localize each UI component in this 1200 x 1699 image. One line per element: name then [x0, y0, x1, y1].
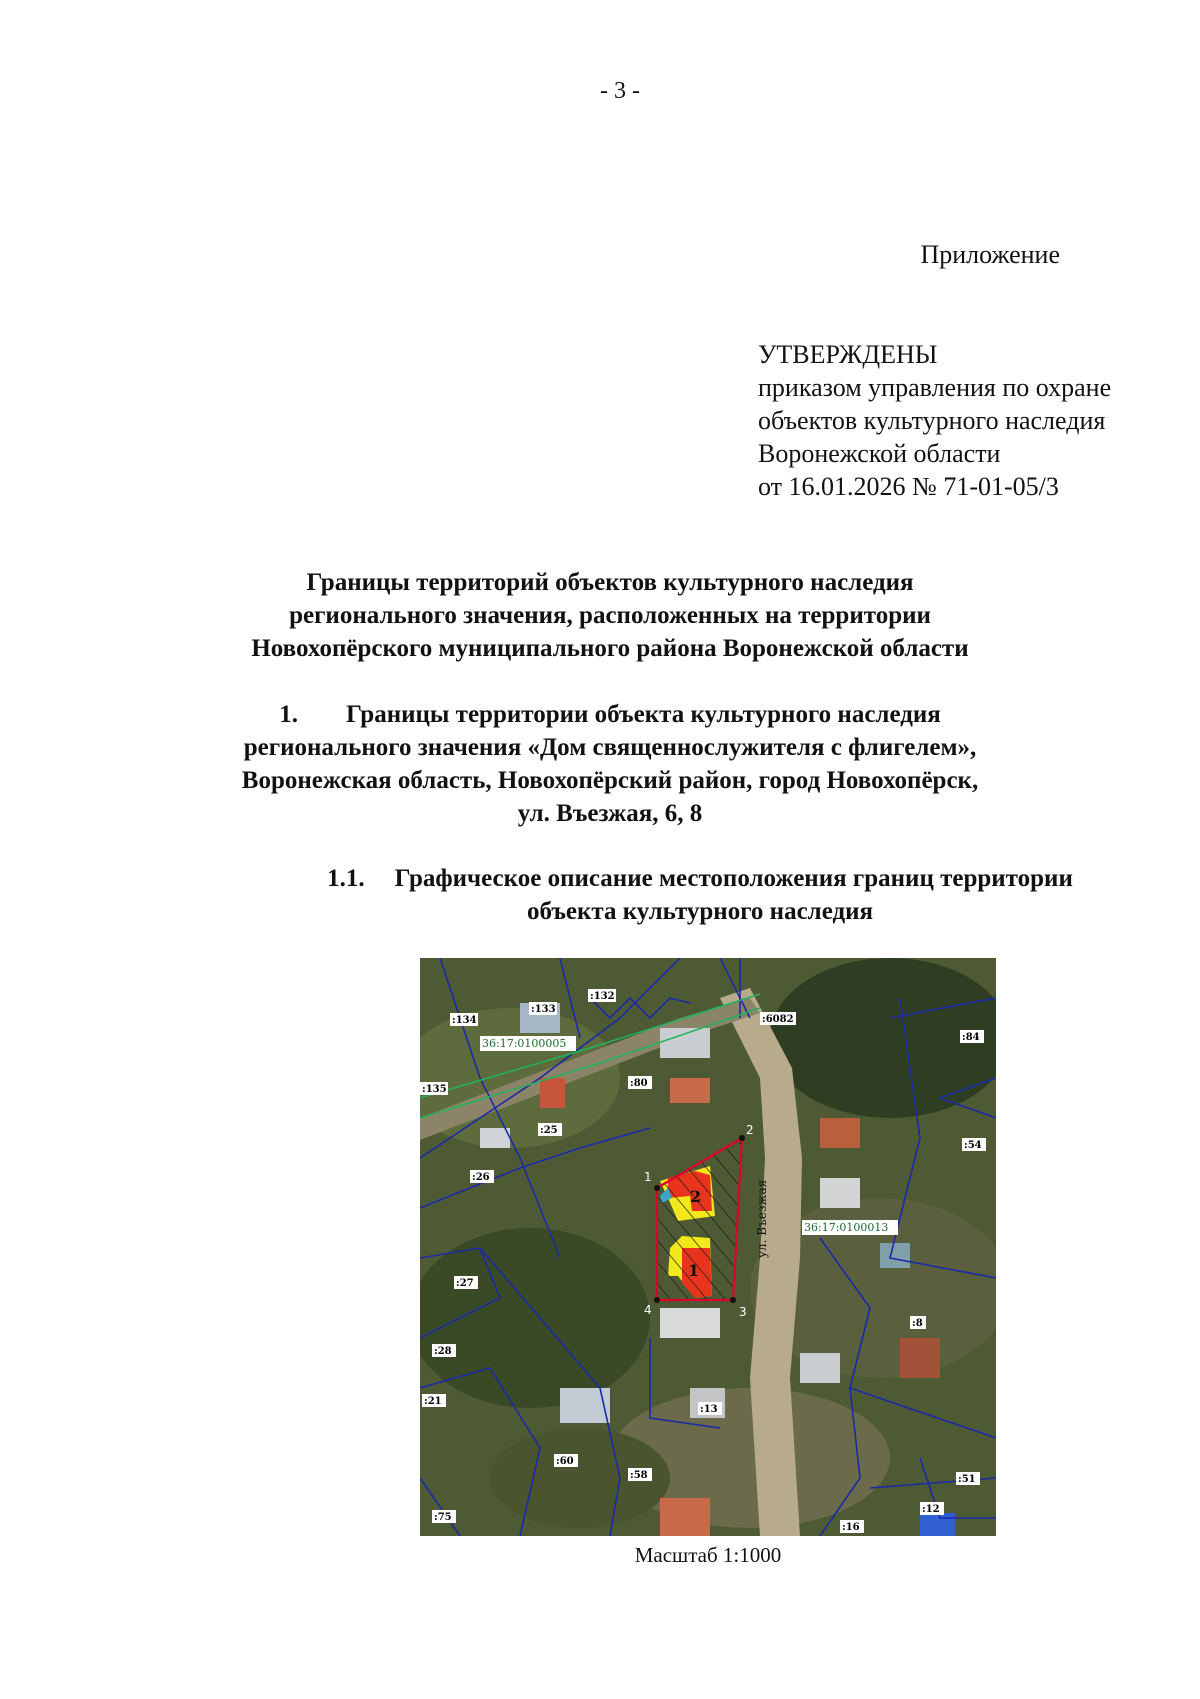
- subsection-heading: [250, 862, 1150, 928]
- subsection-line: объекта культурного наследия: [526, 898, 874, 925]
- approval-line: Воронежской области: [758, 439, 1001, 468]
- parcel-label: :21: [424, 1396, 442, 1407]
- parcel-label: :26: [472, 1172, 490, 1183]
- parcel-label: :60: [556, 1456, 574, 1467]
- parcel-label: :28: [434, 1346, 452, 1357]
- parcel-label: :84: [962, 1032, 980, 1043]
- appendix-label: Приложение: [920, 240, 1060, 269]
- parcel-label: :58: [630, 1470, 648, 1481]
- title-line: регионального значения, расположенных на территории: [289, 602, 931, 629]
- section-heading: [180, 698, 1040, 830]
- boundary-point-4: 4: [644, 1303, 652, 1317]
- subsection-line: Графическое описание местоположения границ территории: [394, 865, 1073, 892]
- parcel-label: :75: [434, 1512, 452, 1523]
- quarter-label-east: 36:17:0100013: [804, 1221, 889, 1234]
- quarter-label-north: 36:17:0100005: [482, 1037, 567, 1050]
- parcel-label: :134: [452, 1015, 477, 1026]
- parcel-label: :132: [590, 991, 615, 1002]
- parcel-label: :133: [531, 1004, 556, 1015]
- approval-title: УТВЕРЖДЕНЫ: [758, 340, 938, 369]
- section-line: ул. Въезжая, 6, 8: [517, 800, 703, 827]
- parcel-label: :16: [842, 1522, 860, 1533]
- parcel-label: :12: [922, 1504, 940, 1515]
- section-line: Воронежская область, Новохопёрский район, город Новохопёрск,: [241, 767, 979, 794]
- document-title: [180, 566, 1040, 665]
- section-number: 1.: [279, 701, 298, 728]
- parcel-label: :13: [700, 1404, 718, 1415]
- object-number-1: 1: [688, 1261, 700, 1280]
- parcel-label: :6082: [762, 1014, 794, 1025]
- title-line: Новохопёрского муниципального района Воронежской области: [251, 635, 969, 662]
- approval-line: приказом управления по охране: [758, 373, 1112, 402]
- boundary-point-3: 3: [739, 1305, 747, 1319]
- title-line: Границы территорий объектов культурного наследия: [306, 569, 914, 596]
- street-label: ул. Въезжая: [755, 1179, 769, 1258]
- boundary-map: [420, 958, 996, 1536]
- boundary-point-1: 1: [644, 1170, 652, 1184]
- approval-line: объектов культурного наследия: [758, 406, 1106, 435]
- approval-block: [758, 338, 1111, 503]
- section-line: Границы территории объекта культурного наследия: [345, 701, 941, 728]
- page-number: - 3 -: [600, 78, 640, 104]
- object-number-2: 2: [690, 1187, 702, 1206]
- section-line: регионального значения «Дом священнослужителя с флигелем»,: [243, 734, 977, 761]
- parcel-label: :51: [958, 1474, 976, 1485]
- boundary-point-2: 2: [746, 1123, 754, 1137]
- parcel-label: :8: [912, 1318, 923, 1329]
- parcel-label: :80: [630, 1078, 648, 1089]
- parcel-label: :25: [540, 1125, 558, 1136]
- approval-date-number: от 16.01.2026 № 71-01-05/3: [758, 472, 1059, 501]
- parcel-label: :135: [422, 1084, 447, 1095]
- parcel-label: :54: [964, 1140, 982, 1151]
- subsection-number: 1.1.: [327, 865, 365, 892]
- parcel-label: :27: [456, 1278, 474, 1289]
- map-scale-caption: Масштаб 1:1000: [634, 1543, 782, 1567]
